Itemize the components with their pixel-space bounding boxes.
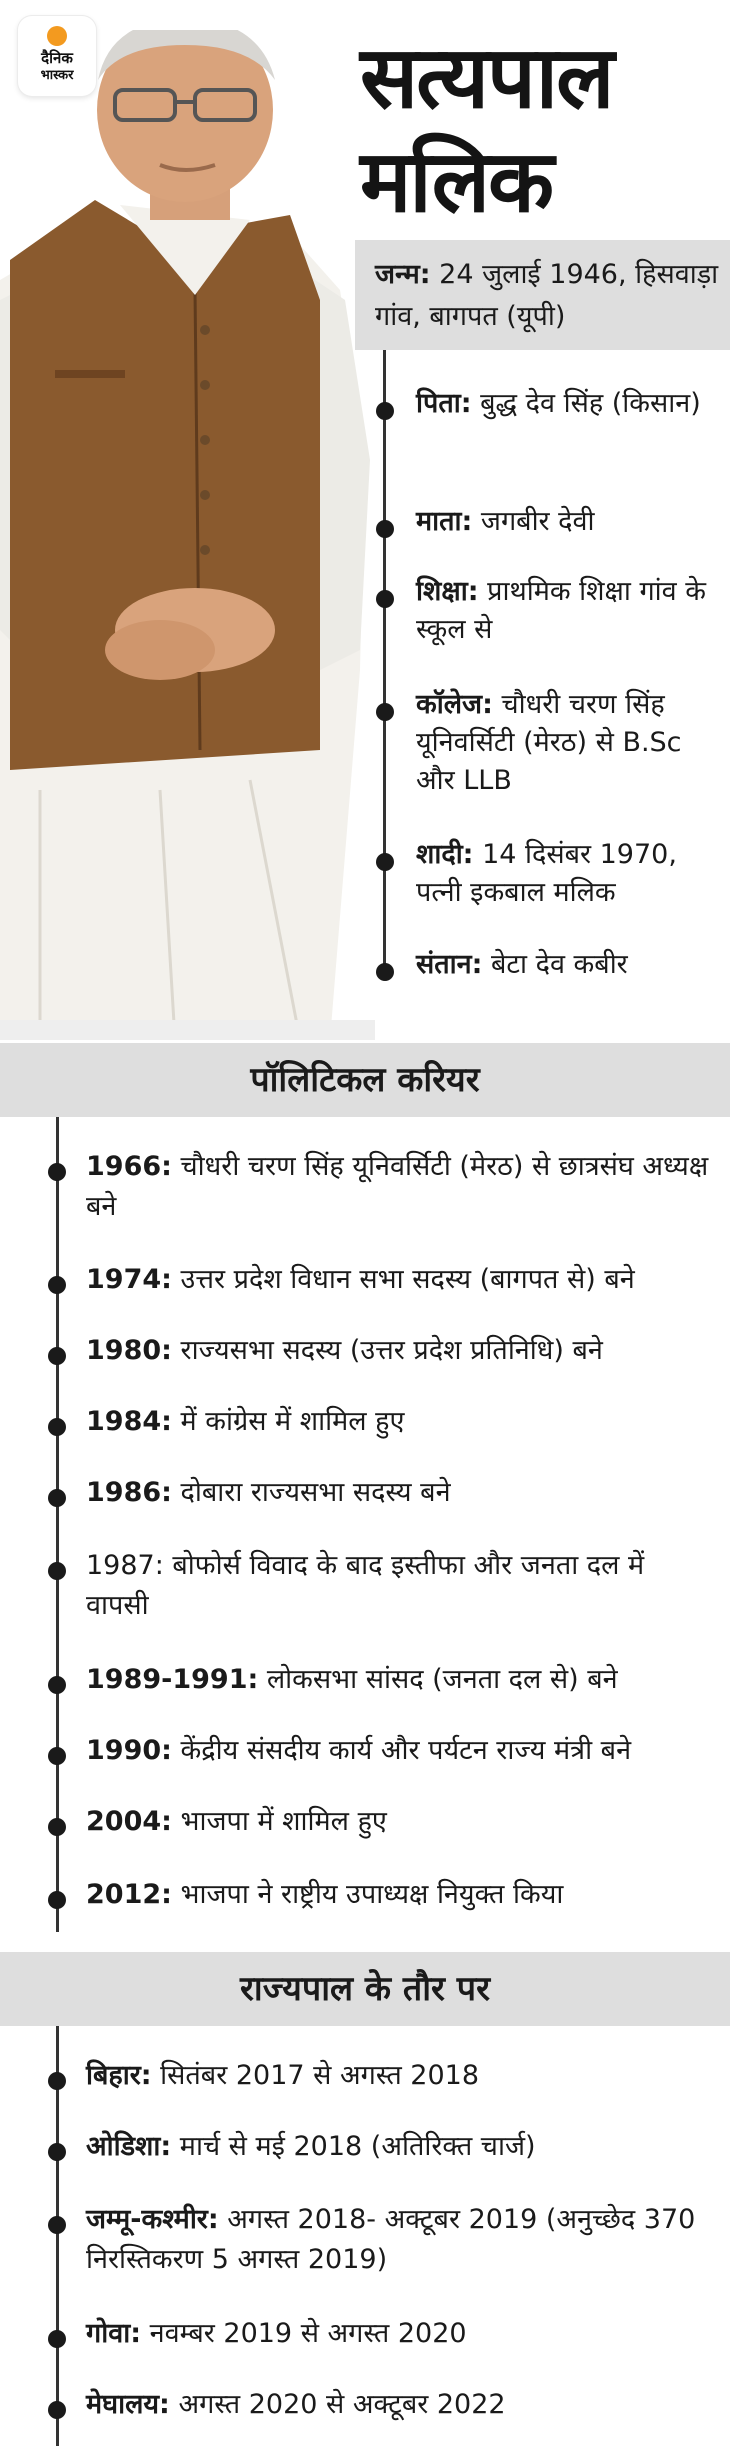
- career-item: [86, 1147, 711, 1227]
- career-heading: पॉलिटिकल करियर: [0, 1043, 730, 1117]
- career-item: [86, 1473, 711, 1513]
- career-dot: [48, 1891, 66, 1909]
- title-line-1: सत्यपाल: [360, 28, 613, 128]
- bio-label: शिक्षा:: [416, 576, 479, 607]
- career-year: 2004:: [86, 1806, 172, 1837]
- career-year: 2012:: [86, 1879, 172, 1910]
- career-dot: [48, 1489, 66, 1507]
- bio-text: 14 दिसंबर 1970, पत्नी इकबाल मलिक: [416, 839, 677, 908]
- career-text: राज्यसभा सदस्य (उत्तर प्रदेश प्रतिनिधि) बने: [171, 1335, 603, 1366]
- career-year: 1980:: [86, 1335, 172, 1366]
- bio-item-father: [416, 385, 721, 423]
- career-year: 1966:: [86, 1151, 172, 1182]
- portrait-photo: [0, 30, 375, 1040]
- bio-dot: [376, 402, 394, 420]
- birth-label: जन्म:: [375, 259, 431, 290]
- governor-text: अगस्त 2020 से अक्टूबर 2022: [169, 2389, 506, 2420]
- career-year: 1989-1991:: [86, 1664, 259, 1695]
- bio-dot: [376, 520, 394, 538]
- career-dot: [48, 1418, 66, 1436]
- career-text: 1987: बोफोर्स विवाद के बाद इस्तीफा और जनता दल में वापसी: [86, 1550, 645, 1621]
- bio-label: संतान:: [416, 949, 483, 980]
- career-item: [86, 1802, 711, 1842]
- career-dot: [48, 1276, 66, 1294]
- career-dot: [48, 1676, 66, 1694]
- governor-item: [86, 2314, 711, 2354]
- career-text: लोकसभा सांसद (जनता दल से) बने: [258, 1664, 618, 1695]
- governor-state: मेघालय:: [86, 2389, 170, 2420]
- governor-state: जम्मू-कश्मीर:: [86, 2204, 219, 2235]
- governor-text: नवम्बर 2019 से अगस्त 2020: [141, 2318, 467, 2349]
- bio-item-education: [416, 573, 721, 649]
- birth-info: [355, 240, 730, 350]
- governor-item: [86, 2385, 711, 2425]
- governor-dot: [48, 2330, 66, 2348]
- career-dot: [48, 1818, 66, 1836]
- governor-dot: [48, 2072, 66, 2090]
- bio-item-mother: [416, 503, 721, 541]
- career-year: 1986:: [86, 1477, 172, 1508]
- career-item: [86, 1260, 711, 1300]
- logo-line-2: भास्कर: [40, 68, 74, 83]
- governor-item: [86, 2127, 711, 2167]
- bio-text: चौधरी चरण सिंह यूनिवर्सिटी (मेरठ) से B.Sc और LLB: [416, 689, 682, 796]
- bio-dot: [376, 963, 394, 981]
- career-text: में कांग्रेस में शामिल हुए: [171, 1406, 405, 1437]
- title-line-2: मलिक: [360, 132, 553, 232]
- bio-label: शादी:: [416, 839, 474, 870]
- career-text: उत्तर प्रदेश विधान सभा सदस्य (बागपत से) बने: [171, 1264, 635, 1295]
- career-text: केंद्रीय संसदीय कार्य और पर्यटन राज्य मंत्री बने: [171, 1735, 632, 1766]
- career-text: चौधरी चरण सिंह यूनिवर्सिटी (मेरठ) से छात्रसंघ अध्यक्ष बने: [86, 1151, 709, 1222]
- governor-item: [86, 2200, 711, 2280]
- career-item: [86, 1402, 711, 1442]
- governor-dot: [48, 2143, 66, 2161]
- bio-dot: [376, 590, 394, 608]
- bio-timeline-line: [383, 350, 386, 980]
- bio-text: प्राथमिक शिक्षा गांव के स्कूल से: [416, 576, 706, 645]
- career-item: [86, 1660, 711, 1700]
- bio-label: माता:: [416, 506, 473, 537]
- bio-label: पिता:: [416, 388, 472, 419]
- governor-dot: [48, 2401, 66, 2419]
- career-text: भाजपा ने राष्ट्रीय उपाध्यक्ष नियुक्त किया: [171, 1879, 564, 1910]
- career-item: [86, 1875, 711, 1915]
- governor-state: ओडिशा:: [86, 2131, 172, 2162]
- bio-text: बुद्ध देव सिंह (किसान): [471, 388, 701, 419]
- bio-text: जगबीर देवी: [472, 506, 595, 537]
- career-item: [86, 1731, 711, 1771]
- birth-text: 24 जुलाई 1946, हिसवाड़ा गांव, बागपत (यूपी): [375, 259, 719, 332]
- career-text: दोबारा राज्यसभा सदस्य बने: [171, 1477, 451, 1508]
- career-dot: [48, 1163, 66, 1181]
- career-dot: [48, 1747, 66, 1765]
- governor-text: अगस्त 2018- अक्टूबर 2019 (अनुच्छेद 370 निरस्तिकरण 5 अगस्त 2019): [86, 2204, 696, 2275]
- career-dot: [48, 1347, 66, 1365]
- bio-label: कॉलेज:: [416, 689, 493, 720]
- governor-item: [86, 2056, 711, 2096]
- governor-heading: राज्यपाल के तौर पर: [0, 1952, 730, 2026]
- career-timeline-line: [56, 1117, 59, 1932]
- bio-item-children: [416, 946, 721, 984]
- bio-text: बेटा देव कबीर: [482, 949, 628, 980]
- career-dot: [48, 1562, 66, 1580]
- career-item: [86, 1331, 711, 1371]
- bio-dot: [376, 703, 394, 721]
- bio-item-marriage: [416, 836, 721, 912]
- bio-item-college: [416, 686, 721, 800]
- logo-line-1: दैनिक: [41, 49, 73, 67]
- career-item: [86, 1546, 711, 1626]
- governor-text: मार्च से मई 2018 (अतिरिक्त चार्ज): [171, 2131, 536, 2162]
- governor-dot: [48, 2216, 66, 2234]
- governor-text: सितंबर 2017 से अगस्त 2018: [151, 2060, 480, 2091]
- career-year: 1974:: [86, 1264, 172, 1295]
- governor-state: बिहार:: [86, 2060, 152, 2091]
- bio-dot: [376, 853, 394, 871]
- career-year: 1990:: [86, 1735, 172, 1766]
- page-title: [360, 26, 720, 234]
- career-text: भाजपा में शामिल हुए: [171, 1806, 387, 1837]
- career-year: 1984:: [86, 1406, 172, 1437]
- governor-state: गोवा:: [86, 2318, 141, 2349]
